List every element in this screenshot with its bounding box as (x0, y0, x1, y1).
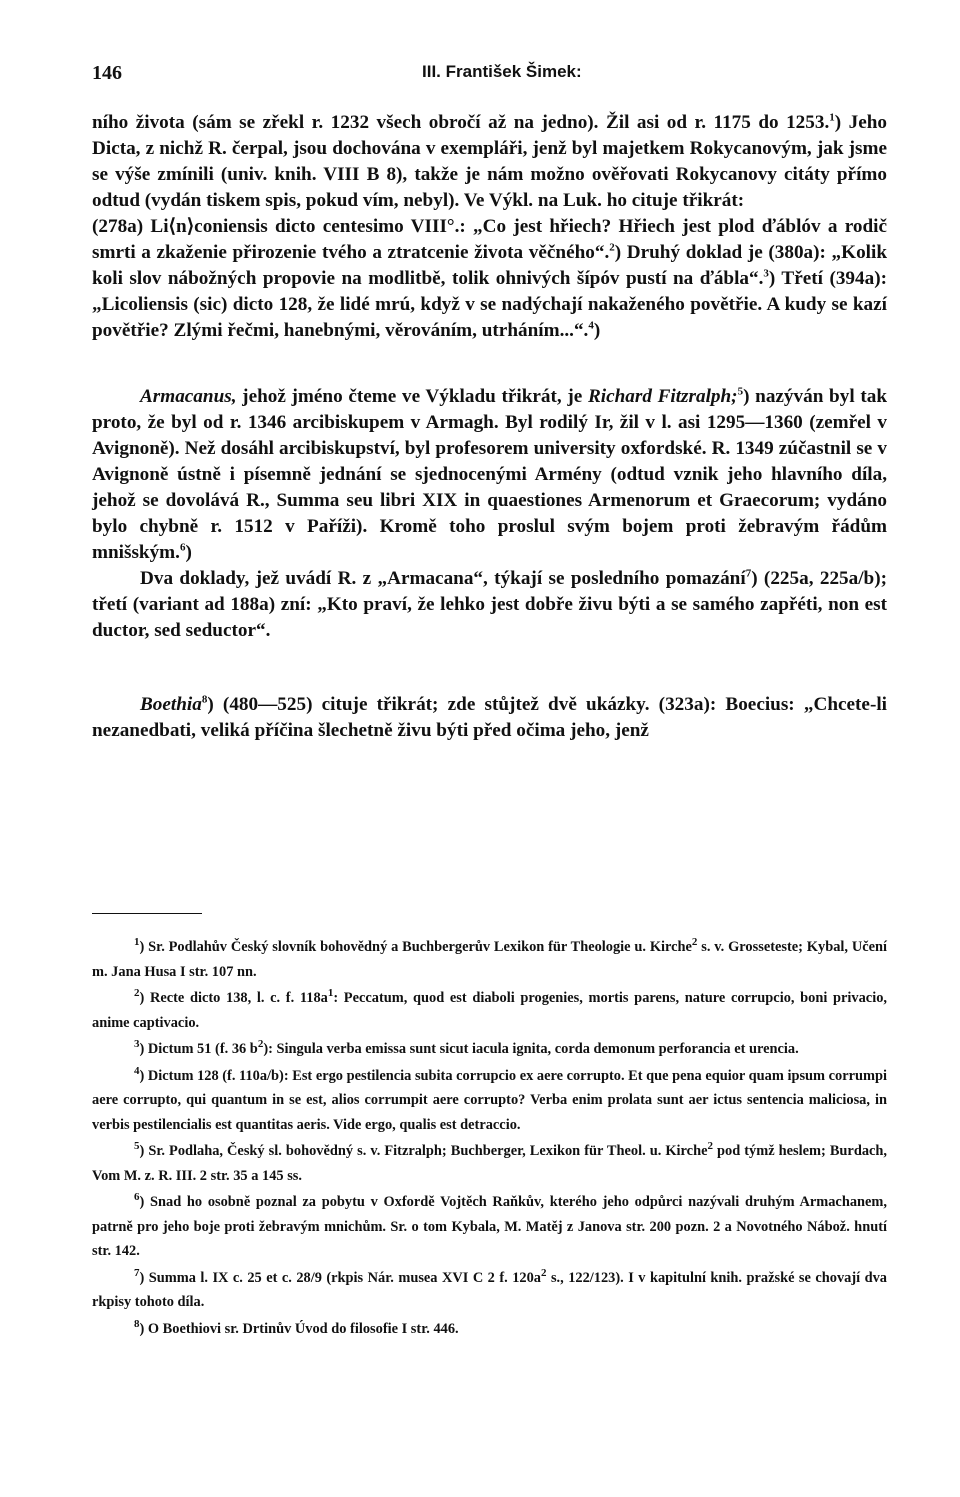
paragraph-grosseteste-2: (278a) Li⟨n⟩coniensis dicto centesimo VIII°.: „Co jest hřiech? Hřiech jest plod ďáblóv a rodič smrti a zkaženie přirozenie tvého a ztratcenie života věčného“.$^2$) Druhý doklad je (380a): „Kolik koli slov nábožných propovie na modlitbě, tolik ohnivých šípóv pustí na ďábla“.$^3$) Třetí (394a): „Licoliensis (sic) dicto 128, že lidé mrú, když v se nadýchají nakaženého povětřie. A kudy se kazí povětřie? Zlými řečmi, hanebnými, věrováním, utrháním...“.$^4$) (92, 216, 887, 341)
page-number: 146 (92, 62, 122, 84)
footnote: $^5$) Sr. Podlaha, Český sl. bohovědný s. v. Fitzralph; Buchberger, Lexikon für Theol. u. Kirche$^2$ pod týmž heslem; Burdach, Vom M. z. R. III. 2 str. 35 a 145 ss. (92, 1140, 888, 1184)
paragraph-armacanus-2: Dva doklady, jež uvádí R. z „Armacana“, týkají se posledního pomazání$^7$) (225a, 225a/b); třetí (variant ad 188a) zní: „Kto praví, že lehko jest dobře živu býti a se samého zapřéti, non est ductor, sed seductor“. (92, 567, 888, 641)
footnote: $^7$) Summa l. IX c. 25 et c. 28/9 (rkpis Nár. musea XVI C 2 f. $120a^2$ s., 122/123). I v kapitulní knih. pražské se chovají dva rkpisy tohoto díla. (92, 1266, 887, 1310)
footnotes (92, 935, 887, 1343)
footnote: $^2$) Recte dicto 138, l. c. f. $118a^1$: Peccatum, quod est diaboli progenies, mortis parens, nature corrupcio, boni privacio, anime captivacio. (92, 987, 887, 1031)
paragraph-armacanus: Armacanus, jehož jméno čteme ve Výkladu třikrát, je Richard Fitzralph;$^5$) nazýván byl tak proto, že byl od r. 1346 arcibiskupem v Armagh. Byl rodilý Ir, žil v l. asi 1295—1360 (zemřel v Avignoně). Než dosáhl arcibiskupství, byl profesorem university oxfordské. R. 1349 zúčastnil se v Avignoně ústně i písemně jednání se sjednocenými Armény (odtud vznik jeho hlavního díla, jehož se dovolává R., Summa seu libri XIX in quaestiones Armenorum et Graecorum; vydáno bylo chybně r. 1512 v Paříži). Kromě toho proslul svým bojem proti žebravým řádům mnišským.$^6$) (92, 385, 887, 563)
footnote-ref: 6 (179, 541, 186, 554)
footnote: $^3$) Dictum 51 (f. 36 $b^2$): Singula verba emissa sunt sicut iacula ignita, corda demonum perforancia et urencia. (134, 1038, 799, 1057)
footnote: $^4$) Dictum 128 (f. 110a/b): Est ergo pestilencia subita corrupcio ex aere corrupto. Et que pena equior quam ipsum corrumpi aere corrupto, qui quantum in se est, alios corrumpit aere corrupto? Verba enim prolata sunt aer ictus sentencia maliciosa, in verbis pestilencialis est quantitas aeris. Vide ergo, qualis est detraccio. (92, 1064, 887, 1133)
footnote-ref: 1 (829, 111, 835, 124)
footnote-ref: 8 (201, 693, 208, 706)
footnote-ref: 7 (745, 567, 752, 580)
paragraph-boethius: Boethia$^8$) (480—525) cituje třikrát; zde stůjtež dvě ukázky. (323a): Boecius: „Chcete-li nezanedbati, veliká příčina šlechetně živu býti před očima jeho, jenž (92, 693, 887, 741)
running-title: III. František Šimek: (422, 62, 582, 81)
footnote-ref: 5 (737, 385, 744, 398)
page-header (92, 62, 890, 92)
main-text (92, 110, 887, 744)
footnote: $^8$) O Boethiovi sr. Drtinův Úvod do filosofie I str. 446. (134, 1317, 459, 1337)
footnote-ref: 4 (588, 319, 594, 332)
footnote: $^1$) Sr. Podlahův Český slovník bohovědný a Buchbergerův Lexikon für Theologie u. Kirche$^2$ s. v. Grosseteste; Kybal, Učení m. Jana Husa I str. 107 nn. (92, 936, 887, 980)
footnote-divider (92, 913, 202, 914)
footnote-ref: 2 (609, 241, 615, 254)
footnote-ref: 3 (763, 267, 769, 280)
paragraph-grosseteste-1: ního života (sám se zřekl r. 1232 všech obročí až na jedno). Žil asi od r. 1175 do 1253.$^1$) Jeho Dicta, z nichž R. čerpal, jsou dochována v exempláři, jenž byl majetkem Rokycanovým, jak jsme se výše zmínili (univ. knih. VIII B 8), takže je nám možno ověřovati Rokycanovy citáty přímo odtud (vydán tiskem spis, pokud vím, nebyl). Ve Výkl. na Luk. ho cituje třikrát: (92, 111, 887, 211)
footnote: $^6$) Snad ho osobně poznal za pobytu v Oxfordě Vojtěch Raňkův, kterého jeho odpůrci nazývali druhým Armachanem, patrně pro jeho boje proti žebravým mnichům. Sr. o tom Kybala, M. Matěj z Janova str. 200 pozn. 2 a Novotného Nábož. hnutí str. 142. (92, 1191, 887, 1259)
